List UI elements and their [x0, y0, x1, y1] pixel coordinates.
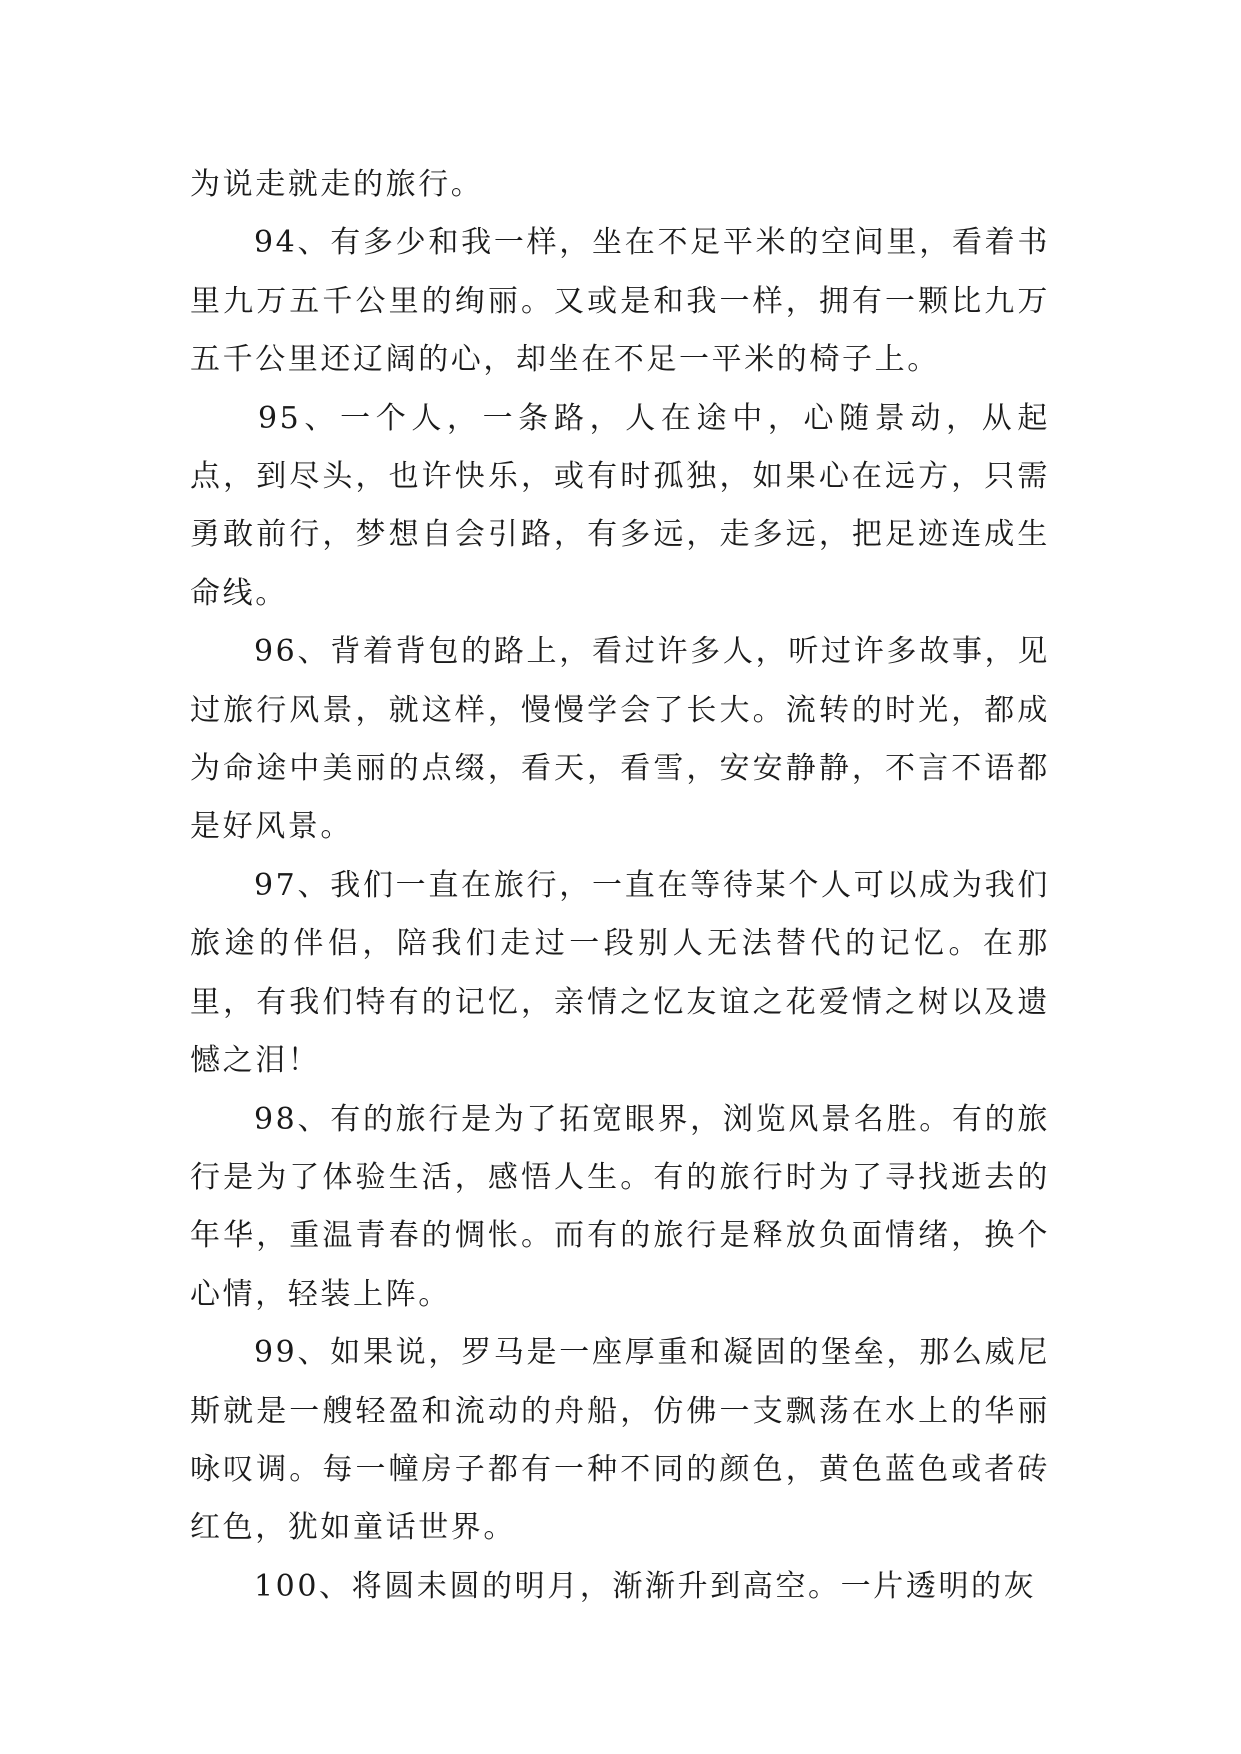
paragraph-95: 95、一个人，一条路，人在途中，心随景动，从起点，到尽头，也许快乐，或有时孤独，如果心在远方，只需勇敢前行，梦想自会引路，有多远，走多远，把足迹连成生命线。: [190, 400, 1050, 611]
paragraph-100: 100、将圆未圆的明月，渐渐升到高空。一片透明的灰: [254, 1568, 1037, 1604]
paragraph-99: 99、如果说，罗马是一座厚重和凝固的堡垒，那么威尼斯就是一艘轻盈和流动的舟船，仿佛一支飘荡在水上的华丽咏叹调。每一幢房子都有一种不同的颜色，黄色蓝色或者砖红色，犹如童话世界。: [190, 1335, 1050, 1546]
paragraph-96: 96、背着背包的路上，看过许多人，听过许多故事，见过旅行风景，就这样，慢慢学会了长大。流转的时光，都成为命途中美丽的点缀，看天，看雪，安安静静，不言不语都是好风景。: [190, 634, 1050, 845]
paragraph-94: 94、有多少和我一样，坐在不足平米的空间里，看着书里九万五千公里的绚丽。又或是和我一样，拥有一颗比九万五千公里还辽阔的心，却坐在不足一平米的椅子上。: [190, 225, 1050, 378]
paragraph-97: 97、我们一直在旅行，一直在等待某个人可以成为我们旅途的伴侣，陪我们走过一段别人无法替代的记忆。在那里，有我们特有的记忆，亲情之忆友谊之花爱情之树以及遗憾之泪！: [190, 867, 1050, 1079]
paragraph-continuation: 为说走就走的旅行。: [190, 167, 484, 202]
body-text: [190, 156, 1050, 1616]
paragraph-98: 98、有的旅行是为了拓宽眼界，浏览风景名胜。有的旅行是为了体验生活，感悟人生。有的旅行时为了寻找逝去的年华，重温青春的惆怅。而有的旅行是释放负面情绪，换个心情，轻装上阵。: [190, 1101, 1050, 1312]
